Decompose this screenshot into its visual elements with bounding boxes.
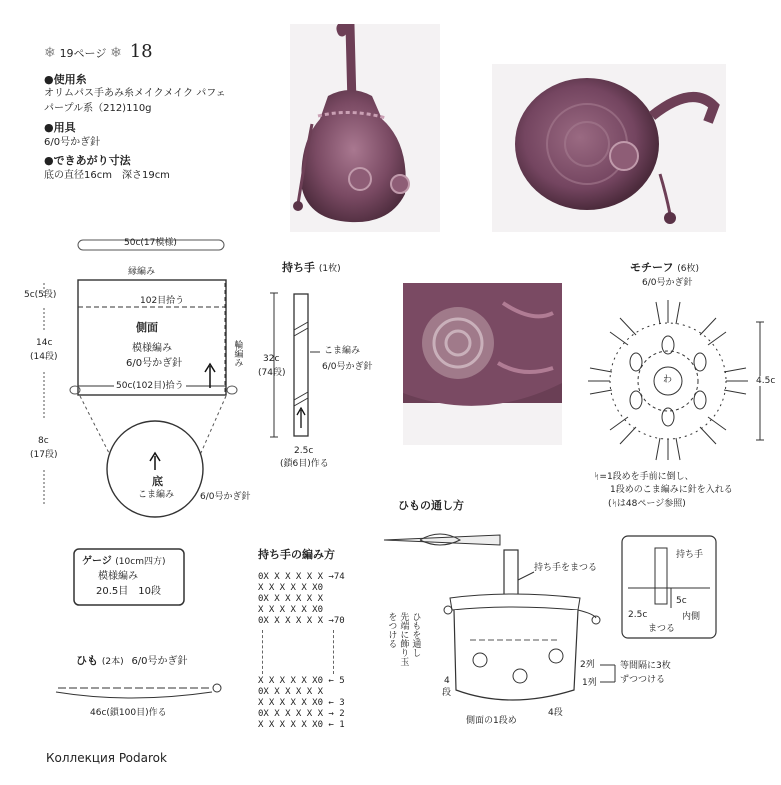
row1-label: 1列 [582,678,597,688]
cord-note-col1: ひもを通し [410,612,421,657]
snowflake-icon: ❄ [110,45,122,61]
cord-title-text: ひも [76,654,98,667]
inset-sew: まつる [648,624,676,634]
row2-label: 2列 [580,660,595,670]
stitch-symbol-icon: ᛋ [611,499,617,509]
chart-row: X X X X X X0 ← 5 [258,676,345,686]
chart-row: 0X X X X X X →70 [258,616,345,626]
chart-row: 0X X X X X X [258,594,324,604]
handle-bottom-chain: (鎖6目)作る [280,459,329,469]
motif-note1-text: =1段めを手前に倒し、 [599,472,694,482]
gauge-stitch: 模様編み [98,571,138,582]
motif-note2: 1段めのこま編みに針を入れる [610,485,733,495]
chart-row: X X X X X X0 ← 3 [258,698,345,708]
size-title: ●できあがり寸法 [44,154,131,167]
side-row1-label: 側面の1段め [466,716,517,726]
handle-title-text: 持ち手 [282,261,315,274]
handle-dim-rows: (74段) [258,368,286,378]
handle-bottom-cm: 2.5c [294,446,314,456]
base-title: 底 [152,475,163,488]
cord-title [76,655,188,668]
motif-placement-note2: ずつつける [620,675,666,685]
pickup-bottom-label: 50c(102目)拾う [116,381,184,391]
inset-handle: 持ち手 [676,550,704,560]
motif-note3 [608,499,686,509]
handle-chart-gap [262,630,334,674]
handle-title [282,262,341,275]
tools-title: ●用具 [44,121,76,134]
chart-row: 0X X X X X X [258,687,324,697]
cord-note-col3: をつける [386,612,397,648]
yarn-line2: パープル系（212)110g [44,103,152,114]
dim-side-rows: (14段) [30,352,58,362]
cord-length: 46c(鎖100目)作る [90,708,167,718]
pickup-top-label: 102目拾う [140,296,185,306]
motif-note3-open: ( [608,499,612,509]
motif-hook: 6/0号かぎ針 [642,278,693,288]
dim-rim: 5c(5段) [24,290,57,300]
inset-inside: 内側 [682,612,701,622]
motif-note1 [594,472,694,482]
dim-side-cm: 14c [36,338,53,348]
side-hook: 6/0号かぎ針 [126,358,183,369]
chart-row: 0X X X X X X → 2 [258,709,345,719]
motif-size: 4.5c [756,376,776,386]
threading-title: ひもの通し方 [398,499,464,512]
motif-note3-text: は48ページ参照) [616,499,686,509]
base-hook: 6/0号かぎ針 [200,492,251,502]
motif-title-text: モチーフ [630,261,674,274]
motif-center: わ [663,375,673,385]
footer-credit: Коллекция Podarok [46,751,167,765]
base-stitch: こま編み [138,490,175,500]
gauge-title [82,556,166,568]
motif-placement-note1: 等間隔に3枚 [620,661,671,671]
rim-vertical-label: 輪編み [232,340,243,367]
rows-left: 4 [444,676,450,686]
pattern-number: 18 [129,41,153,62]
cord-note-col2: 先端に飾り玉 [398,612,409,666]
handle-count: (1枚) [318,264,341,274]
body-top-width: 50c(17模様) [124,238,177,248]
sew-handle-label: 持ち手をまつる [534,563,598,573]
size-value: 底の直径16cm 深さ19cm [44,170,170,181]
handle-chart-title: 持ち手の編み方 [258,548,335,561]
gauge-title-text: ゲージ [82,556,112,567]
gauge-unit: (10cm四方) [115,557,166,567]
chart-row: X X X X X X0 [258,583,324,593]
side-title: 側面 [136,321,158,334]
handle-dim-cm: 32c [263,354,280,364]
inset-25c: 2.5c [628,610,648,620]
page-ref: 19ページ [59,47,107,60]
chart-row: 0X X X X X X →74 [258,572,345,582]
cord-hook: 6/0号かぎ針 [131,656,188,667]
handle-chart-bottom [258,676,345,731]
gauge-value: 20.5目 10段 [96,586,161,597]
handle-stitch: こま編み [324,346,361,356]
inset-5c: 5c [676,596,687,606]
chart-row: X X X X X X0 [258,605,324,615]
tools-value: 6/0号かぎ針 [44,137,101,148]
motif-title [630,262,699,275]
cord-count: (2本) [101,657,124,667]
motif-count: (6枚) [677,264,700,274]
stitch-symbol-icon: ᛋ [594,472,600,482]
handle-chart-top [258,572,345,627]
chart-row: X X X X X X0 ← 1 [258,720,345,730]
snowflake-icon: ❄ [44,45,56,61]
handle-hook: 6/0号かぎ針 [322,362,373,372]
rows-left-unit: 段 [442,688,452,698]
rim-label: 縁編み [128,267,156,277]
side-stitch: 模様編み [132,343,172,354]
yarn-line1: オリムパス手あみ糸メイクメイク パフェ [44,88,226,99]
yarn-title: ●使用糸 [44,73,87,86]
dim-base-rows: (17段) [30,450,58,460]
rows-right: 4段 [548,708,563,718]
dim-base-cm: 8c [38,436,49,446]
